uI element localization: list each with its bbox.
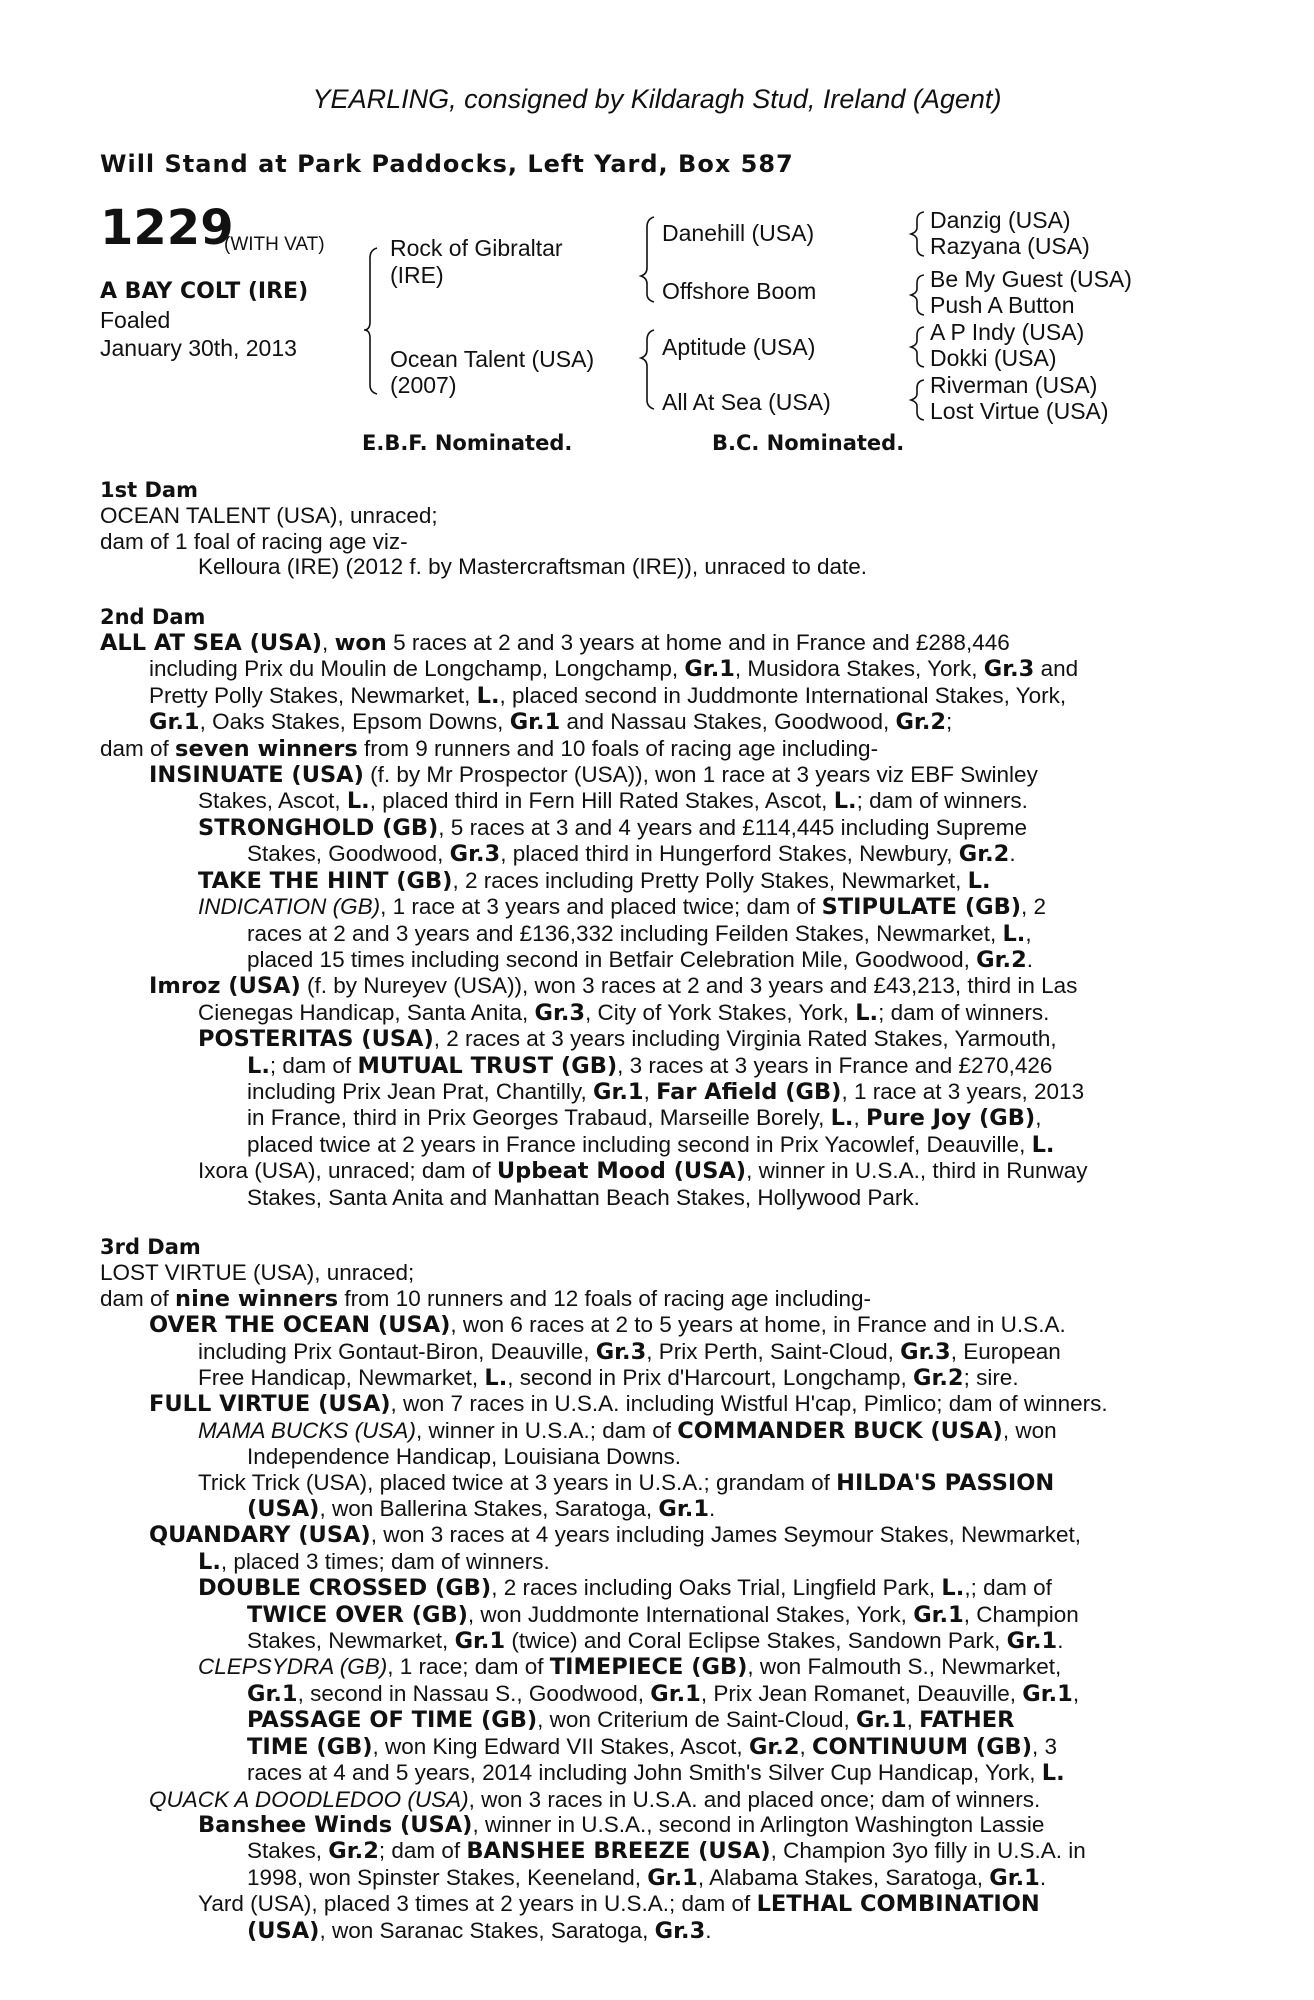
text: from 9 runners and 10 foals of racing age including-	[357, 735, 879, 761]
pedigree-gen3-6: Dokki (USA)	[930, 345, 1057, 371]
text: Kelloura (IRE) (2012 f. by Mastercraftsman (IRE)), unraced to date.	[198, 554, 868, 580]
bold-text: TIME (GB)	[247, 1733, 373, 1760]
record-line	[100, 1865, 1204, 1891]
text: 1998, won Spinster Stakes, Keeneland,	[247, 1864, 648, 1890]
record-line	[100, 894, 1204, 920]
record-line	[100, 503, 1204, 528]
record-line	[100, 1000, 1204, 1026]
text: Stakes, Newmarket,	[247, 1628, 455, 1654]
text: LOST VIRTUE (USA), unraced;	[100, 1260, 415, 1286]
text: , placed 3 times; dam of winners.	[220, 1548, 550, 1574]
pedigree-gen3-1: Danzig (USA)	[930, 207, 1071, 233]
text: Stakes,	[247, 1838, 329, 1864]
record-line	[100, 762, 1204, 788]
bold-text: HILDA'S PASSION	[836, 1469, 1055, 1496]
bold-text: Gr.2	[976, 946, 1027, 973]
bold-text: Gr.1	[684, 656, 735, 683]
record-line	[100, 1734, 1204, 1760]
record-line	[100, 1026, 1204, 1052]
text: , winner in U.S.A.; dam of	[415, 1417, 678, 1443]
record-line	[100, 1787, 1204, 1812]
bold-text: nine winners	[175, 1285, 339, 1312]
text: , placed third in Fern Hill Rated Stakes, Ascot,	[369, 788, 834, 814]
record-line	[100, 1418, 1204, 1444]
text: Cienegas Handicap, Santa Anita,	[198, 999, 535, 1025]
bold-text: L.	[484, 1365, 508, 1391]
text: ,	[853, 1105, 866, 1131]
text: Stakes, Goodwood,	[247, 841, 450, 867]
bold-text: Gr.3	[595, 1338, 647, 1365]
text: races at 4 and 5 years, 2014 including John Smith's Silver Cup Handicap, York,	[247, 1760, 1042, 1786]
italic-text: QUACK A DOODLEDOO (USA)	[149, 1786, 469, 1812]
record-line	[100, 947, 1204, 973]
bold-text: Gr.3	[654, 1917, 706, 1944]
text: Yard (USA), placed 3 times at 2 years in U.S.A.; dam of	[198, 1891, 757, 1917]
italic-text: CLEPSYDRA (GB)	[198, 1654, 388, 1680]
bold-text: L.	[1002, 920, 1026, 947]
record-line	[100, 1918, 1204, 1944]
bold-text: 2nd Dam	[100, 604, 206, 629]
bracket-gen1	[364, 248, 377, 394]
record-line	[100, 1053, 1204, 1079]
text: dam of	[100, 1285, 176, 1311]
text: , Oaks Stakes, Epsom Downs,	[199, 709, 510, 735]
bracket-gen2-sire	[641, 217, 654, 302]
text: , 2 races including Oaks Trial, Lingfield Park,	[491, 1575, 942, 1601]
bracket-gen3-3	[911, 327, 924, 367]
text: ,	[1035, 1105, 1042, 1131]
bold-text: Gr.2	[328, 1838, 379, 1865]
bold-text: Upbeat Mood (USA)	[496, 1158, 747, 1185]
text: , won Saranac Stakes, Saratoga,	[319, 1917, 655, 1943]
text: dam of 1 foal of racing age viz-	[100, 528, 408, 554]
text: , Champion	[963, 1601, 1079, 1627]
stand-location: Will Stand at Park Paddocks, Left Yard, Box 587	[100, 150, 794, 178]
bold-text: ALL AT SEA (USA)	[100, 630, 323, 657]
bold-text: seven winners	[175, 735, 358, 762]
record-line	[100, 841, 1204, 867]
text: , 2 races including Pretty Polly Stakes, Newmarket,	[452, 867, 968, 893]
bold-text: LETHAL COMBINATION	[756, 1891, 1040, 1918]
bold-text: INSINUATE (USA)	[149, 762, 364, 789]
text: placed 15 times including second in Betfair Celebration Mile, Goodwood,	[247, 946, 977, 972]
record-line	[100, 973, 1204, 999]
text: .	[1026, 946, 1033, 972]
pedigree-gen3-3: Be My Guest (USA)	[930, 266, 1132, 292]
bold-text: OVER THE OCEAN (USA)	[149, 1312, 451, 1339]
text: from 10 runners and 12 foals of racing age including-	[338, 1285, 871, 1311]
bold-text: (USA)	[247, 1917, 320, 1944]
text: , winner in U.S.A., third in Runway	[746, 1158, 1088, 1184]
record-line	[100, 1158, 1204, 1184]
bold-text: TAKE THE HINT (GB)	[198, 867, 453, 894]
pedigree-gen2-4: All At Sea (USA)	[662, 389, 831, 415]
lot-title: A BAY COLT (IRE)	[100, 279, 309, 304]
text: , won Falmouth S., Newmarket,	[747, 1654, 1062, 1680]
text: , 1 race at 3 years, 2013	[841, 1078, 1085, 1104]
bold-text: L.	[830, 1105, 854, 1132]
bold-text: L.	[247, 1052, 270, 1079]
text: .	[1057, 1628, 1064, 1654]
text: ; dam of	[378, 1838, 467, 1864]
text: ; sire.	[963, 1365, 1019, 1390]
pedigree-gen3-4: Push A Button	[930, 292, 1075, 318]
pedigree-gen3-7: Riverman (USA)	[930, 372, 1098, 398]
record-line	[100, 1838, 1204, 1864]
record-line	[100, 1628, 1204, 1654]
record-line	[100, 656, 1204, 682]
text: , Prix Jean Romanet, Deauville,	[700, 1680, 1023, 1706]
record-line	[100, 788, 1204, 814]
record-line	[100, 1339, 1204, 1365]
bold-text: Gr.1	[1022, 1680, 1073, 1707]
record-line	[100, 1185, 1204, 1210]
text: (f. by Nureyev (USA)), won 3 races at 2 and 3 years and £43,213, third in Las	[300, 973, 1078, 999]
bold-text: Far Afield (GB)	[656, 1078, 842, 1105]
sire-origin: (IRE)	[390, 262, 444, 288]
record-line	[100, 815, 1204, 841]
record-line	[100, 1365, 1204, 1391]
bold-text: (USA)	[247, 1496, 320, 1523]
bold-text: Gr.1	[247, 1680, 298, 1707]
record-line	[100, 1575, 1204, 1601]
foaled-label: Foaled	[100, 307, 171, 333]
bold-text: won	[334, 630, 387, 657]
bold-text: 3rd Dam	[100, 1234, 201, 1259]
text: Ixora (USA), unraced; dam of	[198, 1158, 497, 1184]
pedigree-gen2-2: Offshore Boom	[662, 278, 817, 304]
text: , 1 race; dam of	[387, 1654, 550, 1680]
text: .	[1009, 841, 1016, 867]
text: , Alabama Stakes, Saratoga,	[697, 1864, 990, 1890]
bold-text: Gr.1	[913, 1601, 964, 1628]
pedigree-gen2-3: Aptitude (USA)	[662, 334, 816, 360]
record-line	[100, 709, 1204, 735]
bold-text: L.	[346, 788, 370, 815]
bold-text: Gr.1	[647, 1864, 698, 1891]
bold-text: TIMEPIECE (GB)	[549, 1654, 748, 1681]
bold-text: Gr.1	[509, 709, 561, 736]
text: , placed third in Hungerford Stakes, Newbury,	[500, 841, 959, 867]
text: ,	[799, 1733, 813, 1759]
bold-text: POSTERITAS (USA)	[198, 1026, 434, 1053]
text: ,	[906, 1707, 920, 1733]
text: , City of York Stakes, York,	[585, 999, 856, 1025]
text: ; dam of winners.	[856, 788, 1028, 814]
foaled-date: January 30th, 2013	[100, 335, 297, 361]
bold-text: L.	[967, 867, 991, 894]
text: .	[1039, 1864, 1047, 1890]
text: , 5 races at 3 and 4 years and £114,445 including Supreme	[438, 814, 1028, 840]
record-line	[100, 1260, 1204, 1285]
text: races at 2 and 3 years and £136,332 including Feilden Stakes, Newmarket,	[247, 920, 1003, 946]
bc-nominated: B.C. Nominated.	[712, 431, 905, 455]
bold-text: FATHER	[919, 1707, 1015, 1734]
bold-text: Pure Joy (GB)	[865, 1105, 1036, 1132]
bold-text: Gr.1	[856, 1707, 907, 1734]
pedigree-gen3-8: Lost Virtue (USA)	[930, 398, 1109, 424]
record-line	[100, 1654, 1204, 1680]
text: Independence Handicap, Louisiana Downs.	[247, 1444, 682, 1470]
record-line	[100, 1391, 1204, 1417]
text: , Musidora Stakes, York,	[734, 656, 984, 682]
text: placed twice at 2 years in France including second in Prix Yacowlef, Deauville,	[247, 1131, 1032, 1157]
ebf-nominated: E.B.F. Nominated.	[362, 431, 573, 455]
text: , 1 race at 3 years and placed twice; dam of	[380, 894, 822, 920]
record-line	[100, 1707, 1204, 1733]
text: Trick Trick (USA), placed twice at 3 years in U.S.A.; grandam of	[198, 1469, 837, 1495]
text: and Nassau Stakes, Goodwood,	[560, 709, 896, 735]
bold-text: Gr.1	[593, 1078, 644, 1105]
text: Stakes, Ascot,	[198, 788, 347, 814]
record-line	[100, 1444, 1204, 1469]
record-line	[100, 630, 1204, 656]
text: , won Criterium de Saint-Cloud,	[537, 1707, 857, 1733]
text: , won Ballerina Stakes, Saratoga,	[319, 1496, 659, 1522]
text: , European	[950, 1338, 1061, 1364]
bold-text: L.	[1041, 1760, 1065, 1787]
text: , 3	[1031, 1733, 1058, 1759]
bold-text: Gr.2	[748, 1733, 800, 1760]
bold-text: Gr.1	[658, 1496, 709, 1523]
text: ; dam of winners.	[878, 999, 1050, 1025]
record-line	[100, 529, 1204, 554]
text: , won 3 races at 4 years including James Seymour Stakes, Newmarket,	[370, 1522, 1082, 1548]
text: .	[708, 1496, 716, 1522]
text: , won 3 races in U.S.A. and placed once; dam of winners.	[468, 1786, 1041, 1812]
text: Stakes, Santa Anita and Manhattan Beach Stakes, Hollywood Park.	[247, 1184, 920, 1210]
bold-text: 1st Dam	[100, 478, 198, 502]
text: , Champion 3yo filly in U.S.A. in	[770, 1838, 1086, 1864]
bold-text: STIPULATE (GB)	[821, 894, 1022, 921]
text: (f. by Mr Prospector (USA)), won 1 race at 3 years viz EBF Swinley	[363, 762, 1038, 788]
record-line	[100, 868, 1204, 894]
text: , 3 races at 3 years in France and £270,426	[617, 1052, 1053, 1078]
text: , won Juddmonte International Stakes, York,	[467, 1601, 914, 1627]
text: , won	[1002, 1417, 1057, 1443]
bold-text: Gr.1	[650, 1680, 701, 1707]
record-line	[100, 1602, 1204, 1628]
text: in France, third in Prix Georges Trabaud, Marseille Borely,	[247, 1105, 831, 1131]
text: , won King Edward VII Stakes, Ascot,	[372, 1733, 749, 1759]
bold-text: L.	[476, 682, 500, 709]
vat-note: (WITH VAT)	[224, 234, 325, 255]
bold-text: Gr.2	[913, 1365, 964, 1391]
text: , 2 races at 3 years including Virginia Rated Stakes, Yarmouth,	[433, 1026, 1057, 1052]
text: including Prix Jean Prat, Chantilly,	[247, 1078, 593, 1104]
bold-text: Gr.2	[895, 709, 947, 736]
section-heading	[100, 478, 1204, 503]
text: , winner in U.S.A., second in Arlington Washington Lassie	[472, 1811, 1045, 1837]
produce-record	[100, 478, 1204, 1944]
section-heading	[100, 1235, 1204, 1260]
pedigree-brackets	[0, 0, 1314, 460]
bold-text: L.	[198, 1548, 221, 1575]
record-line	[100, 1891, 1204, 1917]
bold-text: FULL VIRTUE (USA)	[149, 1391, 391, 1418]
bold-text: STRONGHOLD (GB)	[198, 814, 439, 841]
bracket-gen3-2	[911, 275, 924, 315]
bold-text: BANSHEE BREEZE (USA)	[466, 1838, 771, 1865]
bold-text: MUTUAL TRUST (GB)	[357, 1052, 618, 1079]
bold-text: L.	[855, 999, 879, 1026]
record-line	[100, 1079, 1204, 1105]
text: , second in Prix d'Harcourt, Longchamp,	[507, 1365, 913, 1390]
text: dam of	[100, 735, 176, 761]
record-line	[100, 1549, 1204, 1575]
bold-text: TWICE OVER (GB)	[247, 1601, 468, 1628]
text: ,; dam of	[964, 1575, 1052, 1601]
consignment-header: YEARLING, consigned by Kildaragh Stud, Ireland (Agent)	[312, 84, 1002, 114]
text: 5 races at 2 and 3 years at home and in France and £288,446	[386, 630, 1010, 656]
paragraph-spacer	[100, 580, 1204, 605]
dam-name: Ocean Talent (USA)	[390, 346, 595, 372]
record-line	[100, 1760, 1204, 1786]
bold-text: Gr.1	[149, 709, 200, 736]
text: ; dam of	[269, 1052, 358, 1078]
italic-text: MAMA BUCKS (USA)	[198, 1417, 416, 1443]
text: (twice) and Coral Eclipse Stakes, Sandown Park,	[505, 1628, 1007, 1654]
bold-text: L.	[1031, 1131, 1055, 1158]
bold-text: DOUBLE CROSSED (GB)	[198, 1575, 492, 1602]
italic-text: INDICATION (GB)	[198, 894, 381, 920]
text: OCEAN TALENT (USA), unraced;	[100, 503, 438, 529]
bold-text: Gr.1	[1006, 1628, 1058, 1655]
bold-text: Imroz (USA)	[149, 973, 301, 1000]
text: ,	[643, 1078, 657, 1104]
record-line	[100, 1470, 1204, 1496]
bold-text: PASSAGE OF TIME (GB)	[247, 1707, 538, 1734]
bold-text: Gr.1	[989, 1864, 1040, 1891]
record-line	[100, 1522, 1204, 1548]
record-line	[100, 1312, 1204, 1338]
dam-year: (2007)	[390, 372, 457, 398]
pedigree-gen3-2: Razyana (USA)	[930, 233, 1090, 259]
bold-text: Gr.3	[449, 841, 501, 868]
text: ,	[322, 630, 335, 656]
bracket-gen3-1	[911, 212, 924, 256]
text: including Prix Gontaut-Biron, Deauville,	[198, 1338, 596, 1364]
paragraph-spacer	[100, 1210, 1204, 1235]
text: ;	[946, 709, 953, 735]
text: , 2	[1021, 894, 1047, 920]
bold-text: Gr.1	[454, 1628, 506, 1655]
pedigree-gen3-5: A P Indy (USA)	[930, 319, 1085, 345]
text: Pretty Polly Stakes, Newmarket,	[149, 682, 477, 708]
bold-text: Gr.3	[983, 656, 1035, 683]
bold-text: L.	[941, 1575, 965, 1602]
text: and	[1034, 656, 1079, 682]
bold-text: L.	[833, 788, 857, 815]
bracket-gen2-dam	[641, 330, 654, 409]
text: ,	[1025, 920, 1032, 946]
bold-text: COMMANDER BUCK (USA)	[677, 1417, 1003, 1444]
record-line	[100, 554, 1204, 579]
sire-name: Rock of Gibraltar	[390, 235, 563, 261]
bracket-gen3-4	[911, 380, 924, 420]
lot-number: 1229	[100, 200, 234, 256]
record-line	[100, 1105, 1204, 1131]
text: , second in Nassau S., Goodwood,	[297, 1680, 651, 1706]
text: , won 7 races in U.S.A. including Wistful H'cap, Pimlico; dam of winners.	[390, 1391, 1108, 1417]
text: , placed second in Juddmonte International Stakes, York,	[499, 682, 1067, 708]
text: ,	[1072, 1680, 1080, 1706]
record-line	[100, 921, 1204, 947]
record-line	[100, 736, 1204, 762]
bold-text: Gr.3	[534, 999, 586, 1026]
record-line	[100, 1681, 1204, 1707]
section-heading	[100, 605, 1204, 630]
record-line	[100, 1812, 1204, 1838]
bold-text: Banshee Winds (USA)	[198, 1811, 473, 1838]
bold-text: Gr.2	[958, 841, 1010, 868]
bold-text: Gr.3	[900, 1338, 951, 1365]
record-line	[100, 683, 1204, 709]
record-line	[100, 1496, 1204, 1522]
pedigree-gen2-1: Danehill (USA)	[662, 220, 815, 246]
bold-text: CONTINUUM (GB)	[812, 1733, 1032, 1760]
text: Free Handicap, Newmarket,	[198, 1365, 485, 1390]
record-line	[100, 1286, 1204, 1312]
text: including Prix du Moulin de Longchamp, Longchamp,	[149, 656, 685, 682]
text: , Prix Perth, Saint-Cloud,	[646, 1338, 901, 1364]
text: , won 6 races at 2 to 5 years at home, in France and in U.S.A.	[450, 1312, 1066, 1338]
text: .	[705, 1917, 712, 1943]
record-line	[100, 1132, 1204, 1158]
bold-text: QUANDARY (USA)	[149, 1522, 371, 1549]
